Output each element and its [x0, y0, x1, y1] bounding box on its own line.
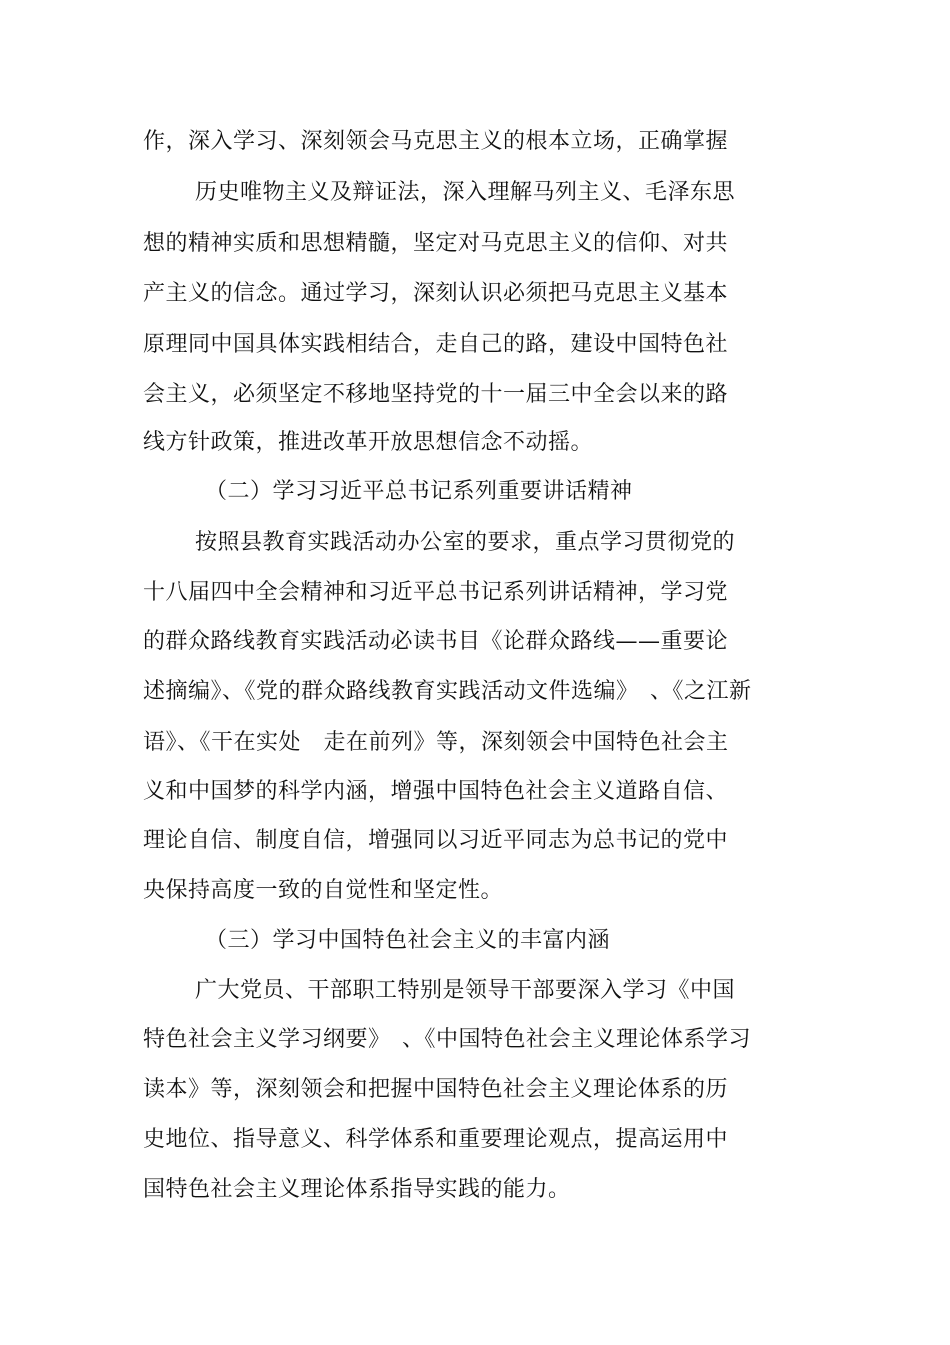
text-line: 读本》等，深刻领会和把握中国特色社会主义理论体系的历 — [143, 1077, 729, 1102]
text-line: 会主义，必须坚定不移地坚持党的十一届三中全会以来的路 — [143, 382, 729, 407]
paragraph-first-line: 广大党员、干部职工特别是领导干部要深入学习《中国 — [195, 978, 736, 1003]
text-line: 理论自信、制度自信，增强同以习近平同志为总书记的党中 — [143, 828, 729, 853]
text-line: 作，深入学习、深刻领会马克思主义的根本立场，正确掌握 — [143, 129, 729, 154]
text-line: 想的精神实质和思想精髓，坚定对马克思主义的信仰、对共 — [143, 231, 729, 256]
text-line: 史地位、指导意义、科学体系和重要理论观点，提高运用中 — [143, 1127, 729, 1152]
text-line: 特色社会主义学习纲要》 、《中国特色社会主义理论体系学习 — [143, 1027, 752, 1052]
text-line: 的群众路线教育实践活动必读书目《论群众路线——重要论 — [143, 629, 729, 654]
text-line: 线方针政策，推进改革开放思想信念不动摇。 — [143, 430, 594, 455]
text-line: 产主义的信念。通过学习，深刻认识必须把马克思主义基本 — [143, 281, 729, 306]
text-line: 央保持高度一致的自觉性和坚定性。 — [143, 878, 504, 903]
section-heading-3: （三）学习中国特色社会主义的丰富内涵 — [205, 928, 611, 953]
text-line: 原理同中国具体实践相结合，走自己的路，建设中国特色社 — [143, 332, 729, 357]
text-line: 语》、《干在实处 走在前列》等，深刻领会中国特色社会主 — [143, 730, 729, 755]
text-line: 国特色社会主义理论体系指导实践的能力。 — [143, 1177, 571, 1202]
text-line: 述摘编》、《党的群众路线教育实践活动文件选编》 、《之江新 — [143, 679, 752, 704]
text-line: 义和中国梦的科学内涵，增强中国特色社会主义道路自信、 — [143, 779, 729, 804]
text-line: 十八届四中全会精神和习近平总书记系列讲话精神，学习党 — [143, 580, 729, 605]
section-heading-2: （二）学习习近平总书记系列重要讲话精神 — [205, 479, 633, 504]
paragraph-first-line: 历史唯物主义及辩证法，深入理解马列主义、毛泽东思 — [195, 180, 736, 205]
paragraph-first-line: 按照县教育实践活动办公室的要求，重点学习贯彻党的 — [195, 530, 736, 555]
